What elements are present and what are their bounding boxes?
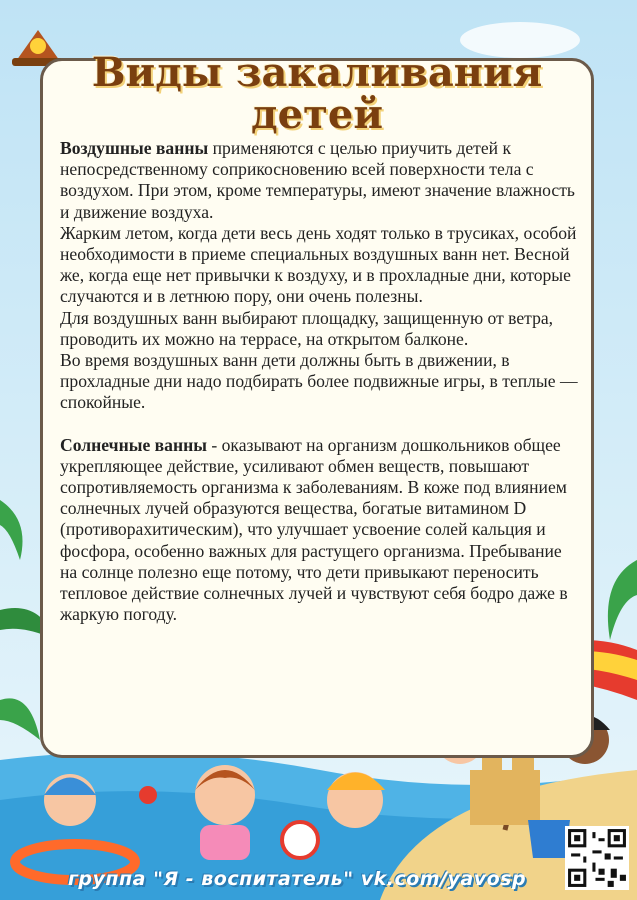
air-heading: Воздушные ванны: [60, 138, 209, 158]
sun-paragraph-1: [60, 435, 582, 626]
air-paragraph-1: [60, 138, 582, 223]
air-text-1: применяются с целью приучить детей к непосредственному соприкосновению всей поверхности тела с воздухом. При этом, кроме температуры, имеют значение влажность и движение воздуха.: [60, 138, 575, 222]
qr-code-icon[interactable]: [565, 826, 629, 890]
sun-heading: Солнечные ванны: [60, 434, 207, 455]
footer-link[interactable]: группа "Я - воспитатель" vk.com/yavosp: [68, 868, 527, 890]
title-line-2: детей: [250, 91, 383, 138]
air-paragraph-4: Во время воздушных ванн дети должны быть в движении, в прохладные дни надо подбирать более подвижные игры, в теплые — спокойные.: [60, 350, 578, 413]
page-title: [40, 49, 594, 138]
title-line-1: Виды закаливания: [91, 49, 543, 96]
air-paragraph-3: Для воздушных ванн выбирают площадку, защищенную от ветра, проводить их можно на террасе, на открытом балконе.: [60, 307, 554, 349]
article-body: [60, 138, 582, 625]
sun-text-1: - оказывают на организм дошкольников общее укрепляющее действие, усиливают обмен веществ, повышают сопротивляемость организма к заболеваниям. В коже под влиянием солнечных лучей образуются вещества, богатые витамином D (противорахитическим), что улучшает усвоение солей кальция и фосфора, особенно важных для растущего организма. Пребывание на солнце полезно еще потому, что дети привыкают переносить тепловое действие солнечных лучей и чувствуют себя бодро даже в жаркую погоду.: [60, 434, 568, 625]
air-paragraph-2: Жарким летом, когда дети весь день ходят только в трусиках, особой необходимости в приеме специальных воздушных ванн нет. Весной же, когда еще нет привычки к воздуху, и в прохладные дни, которые случаются и в летнюю пору, они очень полезны.: [60, 222, 577, 307]
